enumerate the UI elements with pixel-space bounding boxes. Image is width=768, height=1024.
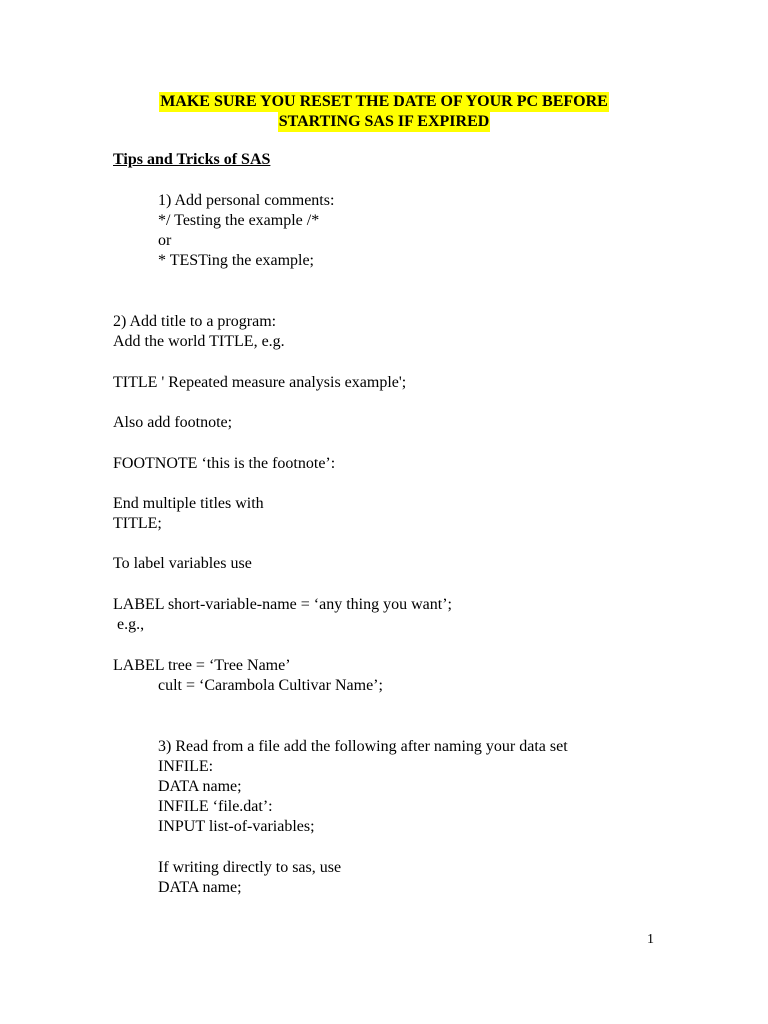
page-number: 1	[647, 932, 654, 947]
section2-line: LABEL short-variable-name = ‘any thing you want’;	[113, 596, 452, 613]
section2-line: LABEL tree = ‘Tree Name’	[113, 657, 291, 674]
section3-line: DATA name;	[158, 778, 242, 795]
section3-line: INFILE:	[158, 758, 214, 775]
section2-line: FOOTNOTE ‘this is the footnote’:	[113, 455, 336, 472]
warning-line-2-wrap	[0, 112, 768, 132]
section2-line: TITLE ' Repeated measure analysis example';	[113, 374, 407, 391]
section2-line: Add the world TITLE, e.g.	[113, 333, 285, 350]
warning-line-1-wrap	[0, 92, 768, 112]
section3-line: DATA name;	[158, 879, 242, 896]
section1-title: 1) Add personal comments:	[158, 192, 335, 209]
section1-line: */ Testing the example /*	[158, 212, 320, 229]
section2-line: End multiple titles with	[113, 495, 264, 512]
section1-line: or	[158, 232, 172, 249]
section2-line: Also add footnote;	[113, 414, 233, 431]
section2-line: TITLE;	[113, 515, 162, 532]
section3-title: 3) Read from a file add the following after naming your data set	[158, 738, 568, 755]
section2-title: 2) Add title to a program:	[113, 313, 277, 330]
section3-line: INPUT list-of-variables;	[158, 818, 315, 835]
section2-line: e.g.,	[113, 616, 145, 633]
warning-line-1: MAKE SURE YOU RESET THE DATE OF YOUR PC BEFORE	[160, 93, 608, 110]
section1-line: * TESTing the example;	[158, 252, 314, 269]
section3-line: INFILE ‘file.dat’:	[158, 798, 273, 815]
section2-line: cult = ‘Carambola Cultivar Name’;	[158, 677, 383, 694]
document-heading: Tips and Tricks of SAS	[113, 151, 271, 168]
section2-line: To label variables use	[113, 555, 252, 572]
warning-line-2: STARTING SAS IF EXPIRED	[278, 113, 490, 130]
section3-line: If writing directly to sas, use	[158, 859, 342, 876]
